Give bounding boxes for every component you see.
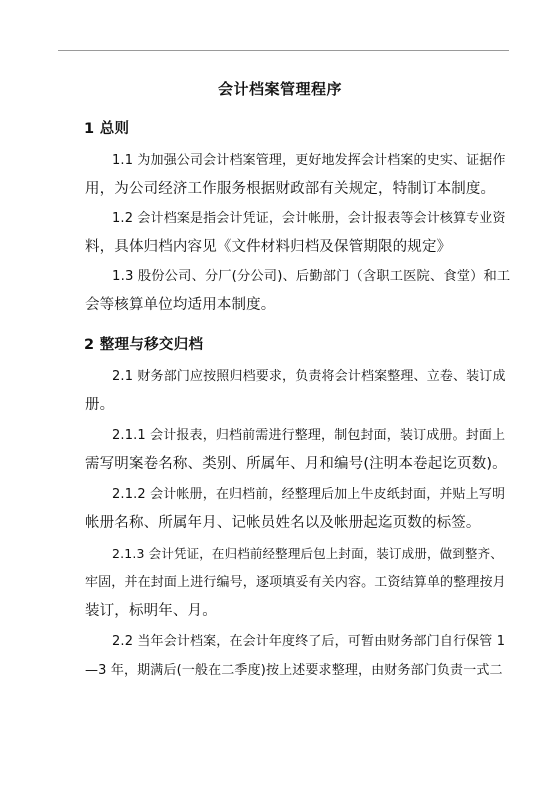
header-rule xyxy=(58,50,509,51)
paragraph-line: 2.2 当年会计档案，在会计年度终了后，可暂由财务部门自行保管 1 xyxy=(112,634,506,649)
paragraph-1-3 xyxy=(58,262,510,320)
paragraph-line: 2.1.2 会计帐册，在归档前，经整理后加上牛皮纸封面，并贴上写明 xyxy=(112,487,506,502)
paragraph-1-1 xyxy=(58,146,510,204)
paragraph-line: 会等核算单位均适用本制度。 xyxy=(85,297,276,313)
paragraph-2-1 xyxy=(58,362,510,420)
paragraph-2-2 xyxy=(58,627,510,685)
paragraph-line: 料，具体归档内容见《文件材料归档及保管期限的规定》 xyxy=(85,239,452,255)
paragraph-line: 2.1.1 会计报表，归档前需进行整理，制包封面，装订成册。封面上 xyxy=(112,428,506,443)
paragraph-line: 2.1.3 会计凭证，在归档前经整理后包上封面，装订成册，做到整齐、 xyxy=(112,546,503,561)
paragraph-line: 用，为公司经济工作服务根据财政部有关规定，特制订本制度。 xyxy=(85,181,496,197)
paragraph-2-1-2 xyxy=(58,480,510,538)
document-title: 会计档案管理程序 xyxy=(217,80,342,98)
paragraph-2-1-1 xyxy=(58,421,510,479)
paragraph-line: —3 年，期满后(一般在二季度)按上述要求整理，由财务部门负责一式二 xyxy=(85,663,503,678)
paragraph-line: 册。 xyxy=(85,397,115,413)
paragraph-line: 需写明案卷名称、类别、所属年、月和编号(注明本卷起讫页数)。 xyxy=(85,456,507,472)
paragraph-line: 装订，标明年、月。 xyxy=(85,603,217,619)
paragraph-line: 1.2 会计档案是指会计凭证，会计帐册，会计报表等会计核算专业资 xyxy=(112,211,506,226)
paragraph-line: 1.3 股份公司、分厂(分公司)、后勤部门（含职工医院、食堂）和工 xyxy=(112,269,511,284)
paragraph-line: 帐册名称、所属年月、记帐员姓名以及帐册起迄页数的标签。 xyxy=(85,515,481,531)
section-heading-1: 1 总则 xyxy=(84,121,130,137)
paragraph-1-2 xyxy=(58,204,510,262)
paragraph-line: 牢固，并在封面上进行编号，逐项填妥有关内容。工资结算单的整理按月 xyxy=(85,575,506,590)
paragraph-line: 2.1 财务部门应按照归档要求，负责将会计档案整理、立卷、装订成 xyxy=(112,369,506,384)
section-heading-2: 2 整理与移交归档 xyxy=(84,337,204,353)
paragraph-line: 1.1 为加强公司会计档案管理，更好地发挥会计档案的史实、证据作 xyxy=(112,153,506,168)
paragraph-2-1-3 xyxy=(58,539,510,626)
